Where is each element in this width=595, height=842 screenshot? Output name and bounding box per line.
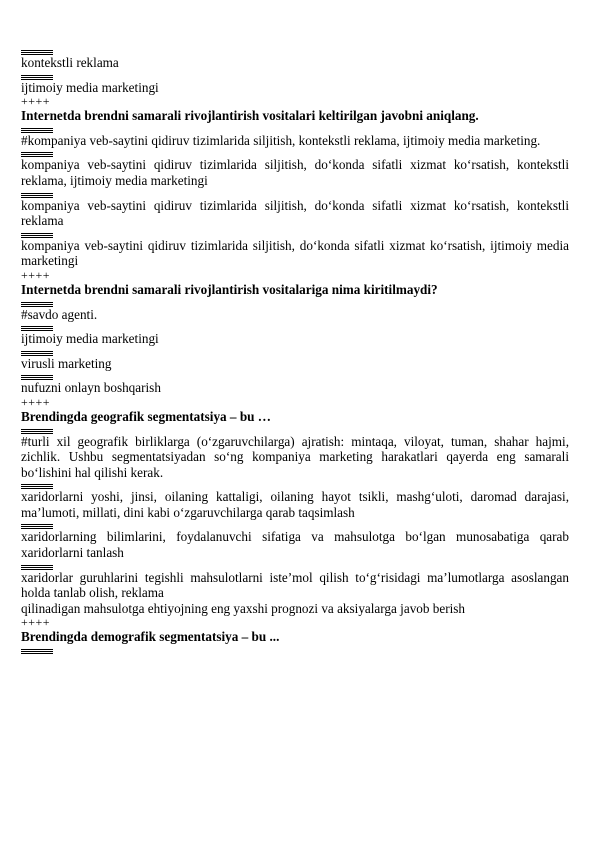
answer-option: ijtimoiy media marketingi: [21, 79, 159, 95]
question-marker: ++++: [21, 394, 51, 409]
answer-option: #turli xil geografik birliklarga (o‘zgaruvchilarga) ajratish: mintaqa, viloyat, tuman, shahar hajmi, zichlik. Ushbu segmentatsiyadan so‘ng kompaniya marketing harakatlari qayerda eng samarali bo‘lishini hal qilishi kerak.: [21, 433, 569, 480]
answer-option: kompaniya veb-saytini qidiruv tizimlarida siljitish, do‘konda sifatli xizmat ko‘rsatish, kontekstli reklama, ijtimoiy media marketingi: [21, 157, 569, 188]
answer-separator: [21, 128, 53, 133]
question-text: Brendingda geografik segmentatsiya – bu …: [21, 408, 271, 424]
answer-separator: [21, 75, 53, 80]
answer-separator: [21, 649, 53, 654]
answer-separator: [21, 152, 53, 157]
answer-option: kompaniya veb-saytini qidiruv tizimlarida siljitish, do‘konda sifatli xizmat ko‘rsatish, kontekstli reklama: [21, 197, 569, 229]
answer-separator: [21, 429, 53, 434]
answer-separator: [21, 524, 53, 529]
answer-option: #savdo agenti.: [21, 306, 98, 322]
answer-separator: [21, 375, 53, 380]
question-text: Brendingda demografik segmentatsiya – bu ...: [21, 629, 280, 645]
test-document: [21, 46, 569, 654]
answer-option: xaridorlarni yoshi, jinsi, oilaning kattaligi, oilaning hayot tsikli, mashg‘uloti, daromad darajasi, ma’lumoti, millati, dini kabi o‘zgaruvchilarga qarab taqsimlash: [21, 489, 569, 520]
answer-option: virusli marketing: [21, 355, 112, 371]
answer-option: #kompaniya veb-saytini qidiruv tizimlarida siljitish, kontekstli reklama, ijtimoiy media marketing.: [21, 132, 541, 148]
question-text: Internetda brendni samarali rivojlantirish vositalariga nima kiritilmaydi?: [21, 281, 438, 297]
answer-separator: [21, 565, 53, 570]
question-marker: ++++: [21, 615, 51, 630]
question-marker: ++++: [21, 267, 51, 282]
answer-separator: [21, 233, 53, 238]
question-marker: ++++: [21, 94, 51, 109]
answer-option: xaridorlarning bilimlarini, foydalanuvchi sifatiga va mahsulotga bo‘lgan munosabatiga qarab xaridorlarni tanlash: [21, 529, 569, 561]
answer-separator: [21, 484, 53, 489]
answer-separator: [21, 351, 53, 356]
answer-separator: [21, 326, 53, 331]
answer-option: kompaniya veb-saytini qidiruv tizimlarida siljitish, do‘konda sifatli xizmat ko‘rsatish, ijtimoiy media marketingi: [21, 237, 569, 269]
question-text: Internetda brendni samarali rivojlantirish vositalari keltirilgan javobni aniqlang.: [21, 108, 479, 124]
answer-option: ijtimoiy media marketingi: [21, 331, 159, 347]
answer-option: kontekstli reklama: [21, 55, 119, 70]
answer-separator: [21, 193, 53, 198]
answer-option: qilinadigan mahsulotga ehtiyojning eng yaxshi prognozi va aksiyalarga javob berish: [21, 600, 466, 616]
answer-option: nufuzni onlayn boshqarish: [21, 380, 161, 396]
answer-option: xaridorlar guruhlarini tegishli mahsulotlarni iste’mol qilish to‘g‘risidagi ma’lumotlarga asoslangan holda tanlab olish, reklama: [21, 569, 569, 601]
answer-separator: [21, 302, 53, 307]
answer-separator: [21, 50, 53, 55]
